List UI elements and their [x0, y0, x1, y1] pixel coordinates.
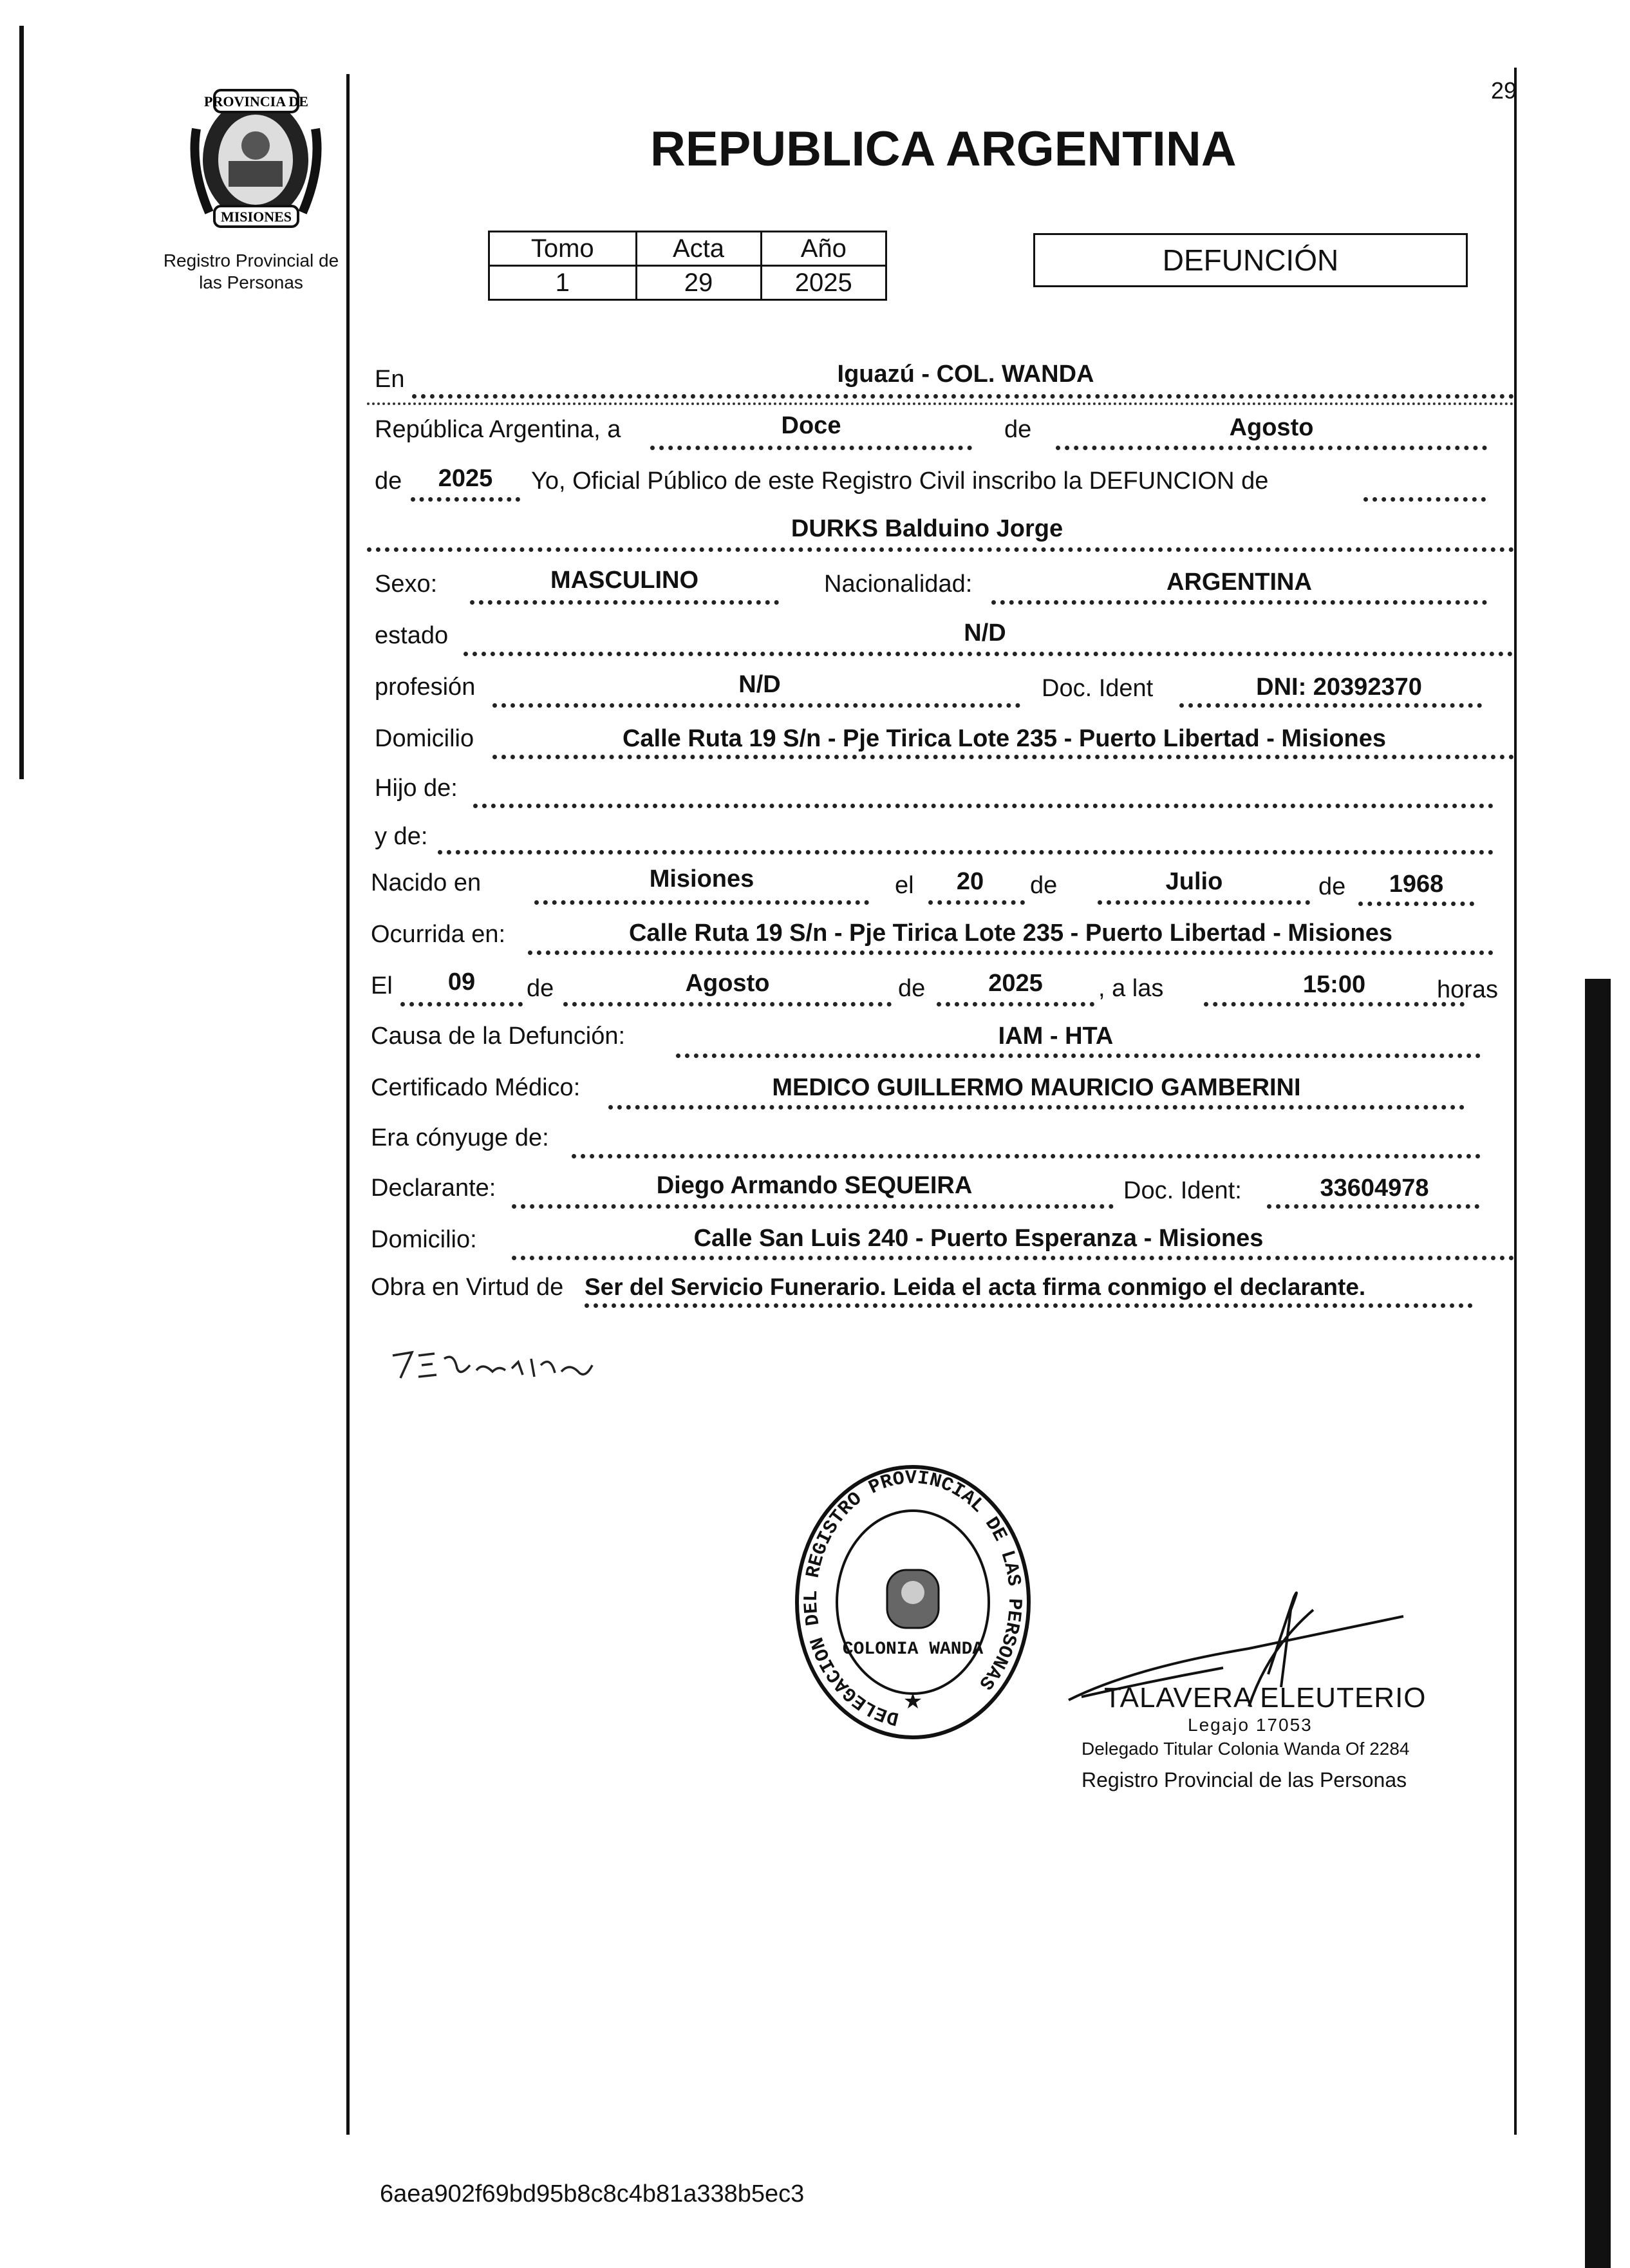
stamp-name: TALAVERA ELEUTERIO — [1104, 1682, 1427, 1714]
nacido-anio-dots — [1358, 902, 1474, 906]
ocurrida-label: Ocurrida en: — [371, 921, 506, 948]
nacionalidad-label: Nacionalidad: — [824, 571, 973, 598]
fallec-mes-value: Agosto — [685, 970, 770, 997]
doc2-label: Doc. Ident: — [1123, 1177, 1242, 1204]
right-edge-bar — [1585, 979, 1611, 2268]
de-label-3: de — [1030, 872, 1058, 899]
nacido-mes-dots — [1098, 900, 1310, 905]
stamp-legajo: Legajo 17053 — [1188, 1715, 1313, 1735]
registry-label: Registro Provincial de las Personas — [163, 250, 339, 292]
dia-dots — [650, 446, 972, 450]
svg-text:COLONIA WANDA: COLONIA WANDA — [842, 1640, 984, 1659]
nacido-anio-value: 1968 — [1389, 871, 1444, 898]
en-dots — [412, 394, 1514, 399]
nacido-label: Nacido en — [371, 869, 482, 896]
nacionalidad-dots — [991, 600, 1487, 605]
stamp-cargo: Delegado Titular Colonia Wanda Of 2284 — [1082, 1739, 1410, 1759]
sexo-value: MASCULINO — [550, 567, 699, 594]
nacido-dia-value: 20 — [956, 868, 984, 895]
estado-dots — [464, 652, 1513, 656]
left-border — [19, 26, 24, 779]
obra-label: Obra en Virtud de — [371, 1274, 564, 1301]
acta-header: Acta — [636, 232, 761, 266]
svg-text:DELEGACION DEL REGISTRO PROVIN: DELEGACION DEL REGISTRO PROVINCIAL DE LAS PERSONAS — [800, 1467, 1026, 1729]
anio-dots — [411, 497, 520, 502]
certificado-dots — [608, 1105, 1465, 1110]
republica-label: República Argentina, a — [375, 416, 621, 443]
mes-value: Agosto — [1229, 414, 1314, 441]
row-rule — [367, 402, 1514, 405]
fallec-dia-value: 09 — [447, 969, 476, 996]
tomo-header: Tomo — [489, 232, 637, 266]
de-label-2: de — [375, 468, 402, 495]
profesion-value: N/D — [738, 671, 781, 698]
inscribo-dots — [1363, 497, 1486, 502]
declarante-label: Declarante: — [371, 1175, 496, 1202]
profesion-label: profesión — [375, 674, 476, 701]
fallec-dia-dots — [400, 1002, 523, 1006]
svg-text:PROVINCIA DE: PROVINCIA DE — [204, 93, 308, 109]
hijo-label: Hijo de: — [375, 775, 458, 802]
anio-value: 2025 — [438, 465, 493, 492]
causa-value: IAM - HTA — [998, 1023, 1114, 1050]
profesion-dots — [492, 703, 1020, 708]
de-label-5: de — [527, 975, 554, 1002]
declarante-dots — [512, 1204, 1114, 1209]
acta-value: 29 — [636, 266, 761, 300]
hijo-dots — [473, 804, 1494, 808]
mes-dots — [1056, 446, 1487, 450]
lugar-value: Iguazú - COL. WANDA — [837, 361, 1094, 388]
el-label: el — [895, 872, 914, 899]
conyuge-label: Era cónyuge de: — [371, 1124, 549, 1151]
estado-label: estado — [375, 622, 449, 649]
hora-value: 15:00 — [1302, 971, 1366, 998]
domicilio-dots — [492, 755, 1514, 759]
anio-value: 2025 — [761, 266, 886, 300]
yde-dots — [438, 850, 1494, 855]
yde-label: y de: — [375, 823, 428, 850]
doc2-dots — [1267, 1204, 1479, 1209]
estado-value: N/D — [964, 619, 1006, 647]
stamp-registro: Registro Provincial de las Personas — [1082, 1768, 1407, 1791]
nacido-lugar-value: Misiones — [649, 865, 754, 893]
domicilio2-dots — [512, 1256, 1514, 1260]
margin-line-right — [1514, 68, 1517, 2135]
doc-label: Doc. Ident — [1042, 675, 1154, 702]
dia-value: Doce — [781, 412, 841, 439]
doc2-value: 33604978 — [1320, 1175, 1429, 1202]
domicilio-value: Calle Ruta 19 S/n - Pje Tirica Lote 235 - Puerto Libertad - Misiones — [622, 725, 1387, 752]
horas-label: horas — [1437, 976, 1499, 1003]
ocurrida-dots — [528, 950, 1494, 955]
document-hash: 6aea902f69bd95b8c8c4b81a338b5ec3 — [380, 2180, 805, 2207]
acta-table — [488, 231, 887, 301]
province-emblem — [183, 84, 328, 232]
sexo-dots — [470, 600, 779, 605]
domicilio-label: Domicilio — [375, 725, 474, 752]
nacido-mes-value: Julio — [1165, 868, 1223, 895]
certificado-value: MEDICO GUILLERMO MAURICIO GAMBERINI — [772, 1074, 1301, 1101]
page-number: 29 — [1491, 77, 1517, 104]
anio-header: Año — [761, 232, 886, 266]
domicilio2-label: Domicilio: — [371, 1226, 477, 1253]
causa-dots — [676, 1054, 1481, 1058]
nacido-dia-dots — [928, 900, 1025, 905]
sexo-label: Sexo: — [375, 571, 438, 598]
alas-label: , a las — [1098, 975, 1164, 1002]
record-type-box — [1033, 233, 1468, 287]
causa-label: Causa de la Defunción: — [371, 1023, 626, 1050]
nombre-value: DURKS Balduino Jorge — [791, 515, 1063, 542]
svg-text:MISIONES: MISIONES — [220, 209, 292, 225]
ocurrida-value: Calle Ruta 19 S/n - Pje Tirica Lote 235 - Puerto Libertad - Misiones — [628, 920, 1393, 947]
inscribo-label: Yo, Oficial Público de este Registro Civil inscribo la DEFUNCION de — [531, 468, 1269, 495]
declarante-value: Diego Armando SEQUEIRA — [656, 1172, 973, 1199]
obra-dots — [585, 1303, 1473, 1308]
conyuge-dots — [572, 1154, 1481, 1158]
page-title: REPUBLICA ARGENTINA — [650, 122, 1237, 176]
nombre-dots — [367, 547, 1514, 552]
nacionalidad-value: ARGENTINA — [1166, 569, 1312, 596]
de-label-4: de — [1318, 873, 1346, 900]
svg-text:★: ★ — [903, 1689, 923, 1714]
fallec-mes-dots — [563, 1002, 892, 1006]
doc-value: DNI: 20392370 — [1256, 674, 1422, 701]
de-label-6: de — [898, 975, 926, 1002]
obra-value: Ser del Servicio Funerario. Leida el acta firma conmigo el declarante. — [585, 1274, 1366, 1300]
domicilio2-value: Calle San Luis 240 - Puerto Esperanza - Misiones — [693, 1225, 1264, 1252]
official-seal — [791, 1460, 1035, 1744]
record-type: DEFUNCIÓN — [1162, 243, 1339, 277]
fallec-anio-value: 2025 — [988, 970, 1043, 997]
El-label: El — [371, 972, 393, 999]
en-label: En — [375, 366, 405, 393]
fallec-anio-dots — [937, 1002, 1094, 1006]
de-label-1: de — [1004, 416, 1032, 443]
hora-dots — [1204, 1002, 1465, 1006]
tomo-value: 1 — [489, 266, 637, 300]
margin-line-left — [346, 74, 350, 2135]
doc-dots — [1179, 703, 1482, 708]
nacido-lugar-dots — [534, 900, 869, 905]
certificado-label: Certificado Médico: — [371, 1074, 581, 1101]
declarant-signature — [386, 1339, 631, 1391]
